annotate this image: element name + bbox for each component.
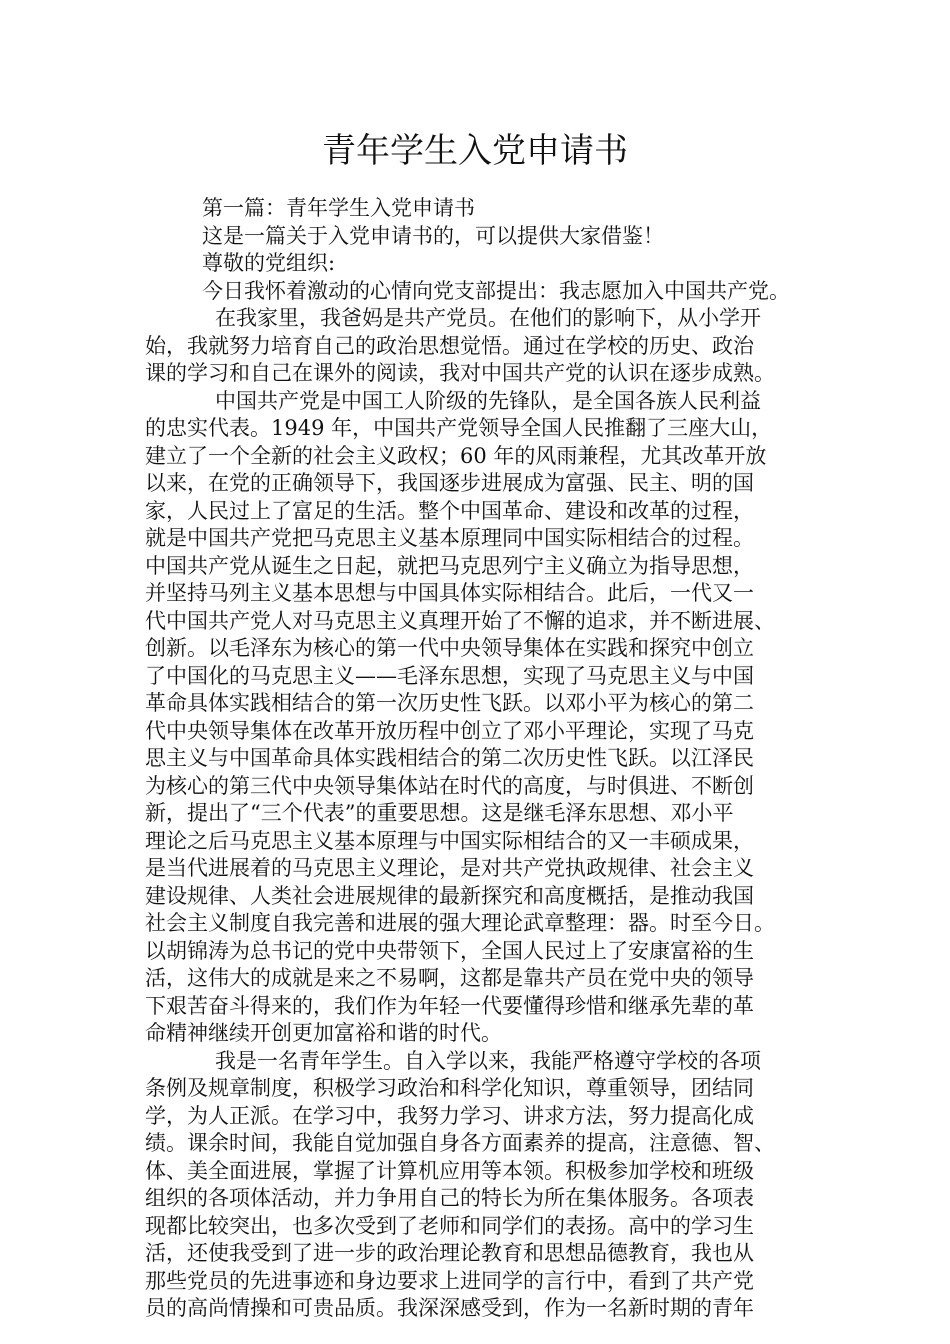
text-line: 员的高尚情操和可贵品质。我深深感受到，作为一名新时期的青年 xyxy=(145,1296,754,1320)
text-line: 现都比较突出，也多次受到了老师和同学们的表扬。高中的学习生 xyxy=(145,1213,754,1238)
text-line: 绩。课余时间，我能自觉加强自身各方面素养的提高，注意德、智、 xyxy=(145,1131,775,1155)
text-line: 课的学习和自己在课外的阅读，我对中国共产党的认识在逐步成熟。 xyxy=(145,361,775,385)
text-line: 建立了一个全新的社会主义政权；60 年的风雨兼程，尤其改革开放 xyxy=(145,443,767,468)
text-line: 理论之后马克思主义基本原理与中国实际相结合的又一丰硕成果， xyxy=(145,828,754,853)
text-line: 活，这伟大的成就是来之不易啊，这都是靠共产员在党中央的领导 xyxy=(145,966,754,990)
text-line: 我是一名青年学生。自入学以来，我能严格遵守学校的各项 xyxy=(215,1048,761,1073)
text-line: 条例及规章制度，积极学习政治和科学化知识，尊重领导，团结同 xyxy=(145,1076,754,1100)
text-line: 了中国化的马克思主义——毛泽东思想，实现了马克思主义与中国 xyxy=(145,663,754,688)
text-line: 新，提出了“三个代表”的重要思想。这是继毛泽东思想、邓小平 xyxy=(145,801,734,825)
text-line: 代中央领导集体在改革开放历程中创立了邓小平理论，实现了马克 xyxy=(145,718,754,743)
text-line: 第一篇：青年学生入党申请书 xyxy=(202,196,475,220)
text-line: 革命具体实践相结合的第一次历史性飞跃。以邓小平为核心的第二 xyxy=(145,691,754,715)
text-line: 这是一篇关于入党申请书的，可以提供大家借鉴！ xyxy=(202,223,664,248)
text-line: 就是中国共产党把马克思主义基本原理同中国实际相结合的过程。 xyxy=(145,526,754,550)
text-line: 命精神继续开创更加富裕和谐的时代。 xyxy=(145,1021,502,1045)
text-line: 今日我怀着激动的心情向党支部提出：我志愿加入中国共产党。 xyxy=(202,278,790,303)
text-line: 中国共产党是中国工人阶级的先锋队，是全国各族人民利益 xyxy=(215,388,761,413)
text-line: 那些党员的先进事迹和身边要求上进同学的言行中，看到了共产党 xyxy=(145,1268,754,1293)
text-line: 社会主义制度自我完善和进展的强大理论武章整理：器。时至今日。 xyxy=(145,911,775,935)
text-line: 始，我就努力培育自己的政治思想觉悟。通过在学校的历史、政治 xyxy=(145,333,754,358)
document-title: 青年学生入党申请书 xyxy=(322,131,628,171)
text-line: 中国共产党从诞生之日起，就把马克思列宁主义确立为指导思想， xyxy=(145,553,754,578)
text-line: 代中国共产党人对马克思主义真理开始了不懈的追求，并不断进展、 xyxy=(145,608,775,633)
text-line: 以来，在党的正确领导下，我国逐步进展成为富强、民主、明的国 xyxy=(145,471,754,495)
text-line: 下艰苦奋斗得来的，我们作为年轻一代要懂得珍惜和继承先辈的革 xyxy=(145,993,754,1018)
document-body xyxy=(145,195,825,1323)
text-line: 创新。以毛泽东为核心的第一代中央领导集体在实践和探究中创立 xyxy=(145,636,754,660)
text-line: 体、美全面进展，掌握了计算机应用等本领。积极参加学校和班级 xyxy=(145,1158,754,1183)
text-line: 组织的各项体活动，并力争用自己的特长为所在集体服务。各项表 xyxy=(145,1186,754,1210)
text-line: 家，人民过上了富足的生活。整个中国革命、建设和改革的过程， xyxy=(145,498,754,523)
text-line: 尊敬的党组织: xyxy=(202,251,336,275)
text-line: 并坚持马列主义基本思想与中国具体实际相结合。此后，一代又一 xyxy=(145,581,754,605)
text-line: 建设规律、人类社会进展规律的最新探究和高度概括，是推动我国 xyxy=(145,883,754,908)
text-line: 是当代进展着的马克思主义理论，是对共产党执政规律、社会主义 xyxy=(145,856,754,880)
text-line: 学，为人正派。在学习中，我努力学习、讲求方法，努力提高化成 xyxy=(145,1103,754,1128)
text-line: 的忠实代表。1949 年，中国共产党领导全国人民推翻了三座大山， xyxy=(145,416,773,440)
text-line: 在我家里，我爸妈是共产党员。在他们的影响下，从小学开 xyxy=(215,306,761,330)
text-line: 以胡锦涛为总书记的党中央带领下，全国人民过上了安康富裕的生 xyxy=(145,938,754,963)
text-line: 活，还使我受到了进一步的政治理论教育和思想品德教育，我也从 xyxy=(145,1241,754,1265)
text-line: 为核心的第三代中央领导集体站在时代的高度，与时俱进、不断创 xyxy=(145,773,754,798)
text-line: 思主义与中国革命具体实践相结合的第二次历史性飞跃。以江泽民 xyxy=(145,746,754,770)
